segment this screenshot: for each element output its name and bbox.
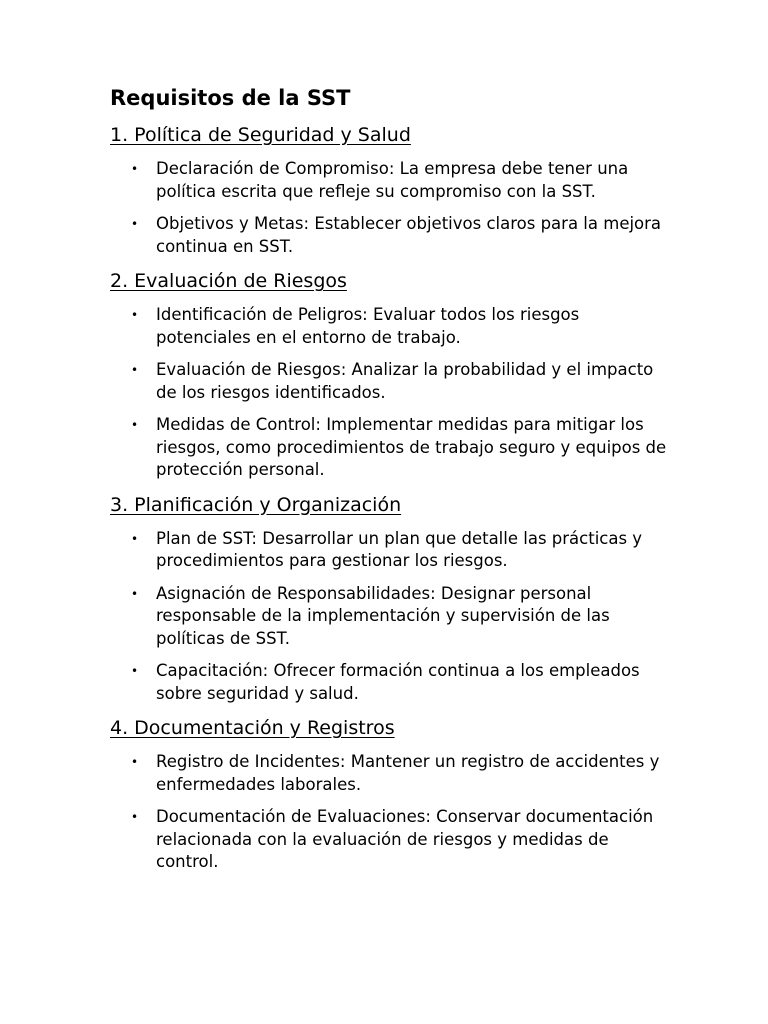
section-heading-documentacion: 4. Documentación y Registros	[110, 717, 395, 739]
bullet-icon: •	[131, 162, 139, 176]
bullet-icon: •	[131, 810, 139, 824]
list-item-text: Objetivos y Metas: Establecer objetivos claros para la mejora continua en SST.	[156, 214, 662, 256]
section-heading-planificacion: 3. Planificación y Organización	[110, 493, 402, 516]
list-item-text: Plan de SST: Desarrollar un plan que detalle las prácticas y procedimientos para gestionar los riesgos.	[156, 528, 643, 570]
bullet-icon: •	[131, 418, 139, 432]
list-item	[110, 751, 670, 796]
list-item	[110, 414, 670, 482]
bullet-icon: •	[131, 531, 139, 546]
list-item-text: Registro de Incidentes: Mantener un registro de accidentes y enfermedades laborales.	[156, 752, 660, 794]
section-list-politica	[110, 158, 670, 258]
list-item-text: Evaluación de Riesgos: Analizar la probabilidad y el impacto de los riesgos identificados.	[156, 360, 654, 402]
list-item	[110, 660, 670, 705]
section-list-evaluacion	[110, 304, 670, 482]
list-item	[110, 359, 670, 404]
list-item	[110, 213, 670, 258]
list-item-text: Medidas de Control: Implementar medidas para mitigar los riesgos, como procedimientos de trabajo seguro y equipos de protección personal.	[156, 415, 667, 479]
bullet-icon: •	[131, 363, 139, 377]
bullet-icon: •	[131, 586, 139, 601]
list-item	[110, 806, 670, 874]
bullet-icon: •	[131, 308, 139, 322]
list-item	[110, 158, 670, 203]
section-heading-politica: 1. Política de Seguridad y Salud	[110, 124, 411, 146]
bullet-icon: •	[131, 217, 139, 231]
list-item-text: Capacitación: Ofrecer formación continua a los empleados sobre seguridad y salud.	[156, 661, 640, 703]
document-title: Requisitos de la SST	[110, 86, 351, 110]
list-item	[110, 304, 670, 349]
section-list-planificacion	[110, 528, 670, 706]
list-item	[110, 528, 670, 573]
document-page	[110, 84, 670, 884]
list-item-text: Declaración de Compromiso: La empresa debe tener una política escrita que refleje su compromiso con la SST.	[156, 159, 629, 201]
bullet-icon: •	[131, 755, 139, 769]
section-heading-evaluacion: 2. Evaluación de Riesgos	[110, 270, 347, 292]
list-item	[110, 583, 670, 651]
bullet-icon: •	[131, 664, 139, 678]
list-item-text: Documentación de Evaluaciones: Conservar documentación relacionada con la evaluación de riesgos y medidas de control.	[156, 807, 654, 871]
list-item-text: Identificación de Peligros: Evaluar todos los riesgos potenciales en el entorno de trabajo.	[156, 305, 580, 347]
section-list-documentacion	[110, 751, 670, 874]
list-item-text: Asignación de Responsabilidades: Designar personal responsable de la implementación y supervisión de las políticas de SST.	[156, 583, 610, 648]
